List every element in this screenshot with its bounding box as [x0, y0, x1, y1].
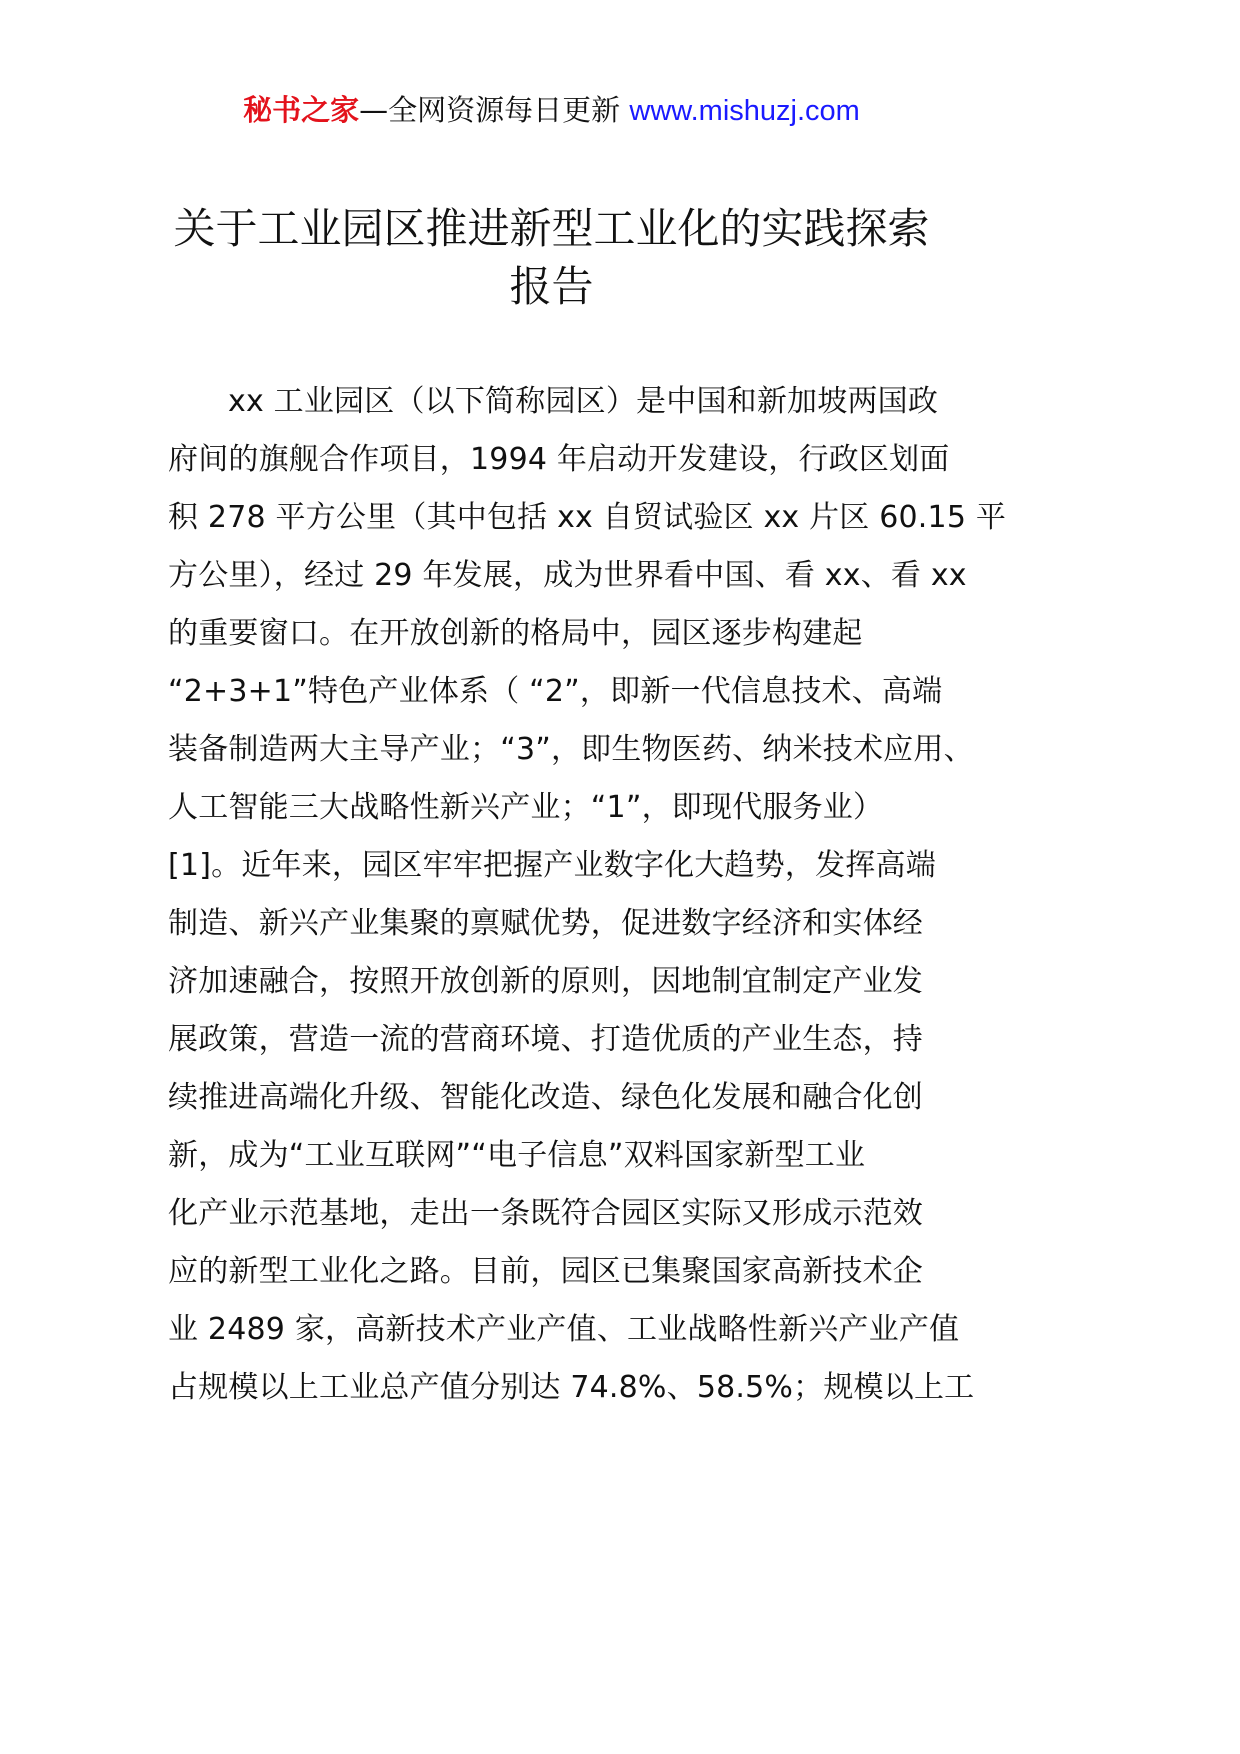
document-title-line: 报告: [509, 262, 594, 311]
body-line: 业 2489 家，高新技术产业产值、工业战略性新兴产业产值: [168, 1312, 960, 1347]
body-line: xx 工业园区（以下简称园区）是中国和新加坡两国政: [228, 384, 939, 419]
body-line: 济加速融合，按照开放创新的原则，因地制宜制定产业发: [168, 964, 923, 999]
site-header: [0, 88, 1103, 133]
site-brand: 秘书之家: [243, 93, 360, 127]
body-line: 应的新型工业化之路。目前，园区已集聚国家高新技术企: [168, 1254, 923, 1289]
body-line: 人工智能三大战略性新兴产业；“1”，即现代服务业）: [168, 790, 884, 825]
site-url-link[interactable]: www.mishuzj.com: [629, 95, 860, 127]
document-title: [0, 200, 1103, 316]
body-line: 府间的旗舰合作项目，1994 年启动开发建设，行政区划面: [168, 442, 950, 477]
document-title-line: 关于工业园区推进新型工业化的实践探索: [173, 204, 930, 253]
body-line: 积 278 平方公里（其中包括 xx 自贸试验区 xx 片区 60.15 平: [168, 500, 1007, 535]
body-line: 装备制造两大主导产业；“3”，即生物医药、纳米技术应用、: [168, 732, 974, 767]
body-line: “2+3+1”特色产业体系（ “2”，即新一代信息技术、高端: [168, 674, 943, 709]
body-line: 的重要窗口。在开放创新的格局中，园区逐步构建起: [168, 616, 863, 651]
body-line: 占规模以上工业总产值分别达 74.8%、58.5%；规模以上工: [168, 1370, 975, 1405]
document-body: [168, 373, 1007, 1417]
body-line: 制造、新兴产业集聚的禀赋优势，促进数字经济和实体经: [168, 906, 923, 941]
body-line: 方公里），经过 29 年发展，成为世界看中国、看 xx、看 xx: [168, 558, 967, 593]
body-line: 化产业示范基地，走出一条既符合园区实际又形成示范效: [168, 1196, 923, 1231]
body-line: 新，成为“工业互联网”“电子信息”双料国家新型工业: [168, 1138, 866, 1173]
body-line: 展政策，营造一流的营商环境、打造优质的产业生态，持: [168, 1022, 923, 1057]
body-line: [1]。近年来，园区牢牢把握产业数字化大趋势，发挥高端: [168, 848, 936, 883]
body-line: 续推进高端化升级、智能化改造、绿色化发展和融合化创: [168, 1080, 923, 1115]
site-tagline: —全网资源每日更新: [359, 93, 630, 127]
